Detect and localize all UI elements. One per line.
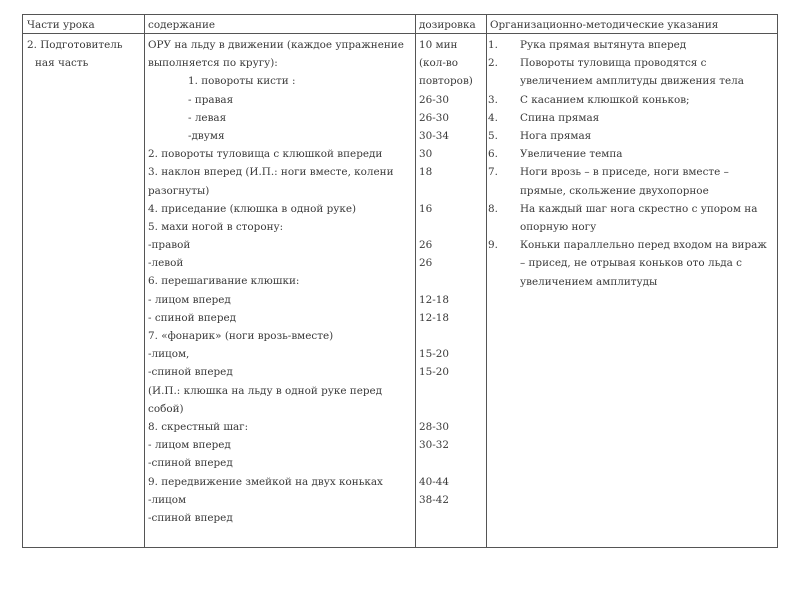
content-line: 7. «фонарик» (ноги врозь-вместе) xyxy=(148,330,334,342)
content-line: - спиной вперед xyxy=(148,311,237,324)
dosage-line xyxy=(419,327,485,345)
header-parts: Части урока xyxy=(27,19,95,31)
dosage-line xyxy=(419,182,485,200)
content-line: -лицом xyxy=(148,493,187,506)
part-line: 2. Подготовитель xyxy=(27,39,123,51)
note-text: прямые, скольжение двухопорное xyxy=(520,184,709,197)
part-line: ная часть xyxy=(35,57,89,70)
note-text: С касанием клюшкой коньков; xyxy=(520,93,690,106)
note-text: Нога прямая xyxy=(520,129,592,142)
note-text: Коньки параллельно перед входом на вираж xyxy=(520,239,767,252)
dosage-line: 12-18 xyxy=(419,293,449,306)
note-item xyxy=(488,163,776,199)
content-line: выполняется по кругу): xyxy=(148,57,278,70)
note-number: 3. xyxy=(488,93,498,106)
note-number: 8. xyxy=(488,202,498,215)
note-item xyxy=(488,236,776,291)
content-line: -лицом, xyxy=(148,348,190,361)
content-line: - левая xyxy=(188,111,227,124)
dosage-line: 15-20 xyxy=(419,366,449,379)
content-line: -двумя xyxy=(188,129,225,142)
dosage-line: 26-30 xyxy=(419,111,449,124)
column-divider xyxy=(415,15,416,547)
note-item xyxy=(488,127,776,145)
lesson-part xyxy=(27,36,143,72)
header-dosage: дозировка xyxy=(419,19,476,31)
note-item xyxy=(488,145,776,163)
content-line: -спиной вперед xyxy=(148,457,233,470)
dosage-line: 12-18 xyxy=(419,311,449,324)
dosage-line: 26 xyxy=(419,239,433,252)
content-line: ОРУ на льду в движении (каждое упражнение xyxy=(148,39,404,51)
column-divider xyxy=(144,15,145,547)
note-number: 1. xyxy=(488,39,498,51)
dosage-line xyxy=(419,454,485,472)
content-line: 9. передвижение змейкой на двух коньках xyxy=(148,475,383,488)
dosage-line xyxy=(419,218,485,236)
content-line: 1. повороты кисти : xyxy=(188,75,296,88)
note-number: 2. xyxy=(488,57,498,70)
dosage-line: 26-30 xyxy=(419,93,449,106)
note-text: увеличением амплитуды xyxy=(520,275,658,288)
column-divider xyxy=(486,15,487,547)
dosage-line: 30-32 xyxy=(419,439,449,452)
content-line: 2. повороты туловища с клюшкой впереди xyxy=(148,148,383,161)
dosage-line: 30 xyxy=(419,148,433,161)
content-line: -левой xyxy=(148,257,184,270)
content-line: -спиной вперед xyxy=(148,366,233,379)
header-notes: Организационно-методические указания xyxy=(490,19,719,31)
dosage-line: 40-44 xyxy=(419,475,449,488)
content-line: 4. приседание (клюшка в одной руке) xyxy=(148,202,357,215)
note-item xyxy=(488,54,776,90)
dosage-line xyxy=(419,382,485,400)
dosage-line xyxy=(419,272,485,290)
dosage-line: 26 xyxy=(419,257,433,270)
content-column xyxy=(148,36,413,527)
content-line: 3. наклон вперед (И.П.: ноги вместе, колени xyxy=(148,166,394,179)
note-text: Увеличение темпа xyxy=(520,148,623,161)
dosage-column xyxy=(419,36,485,509)
note-item xyxy=(488,36,776,54)
note-number: 4. xyxy=(488,111,498,124)
note-text: увеличением амплитуды движения тела xyxy=(520,75,744,88)
note-item xyxy=(488,109,776,127)
content-line: 5. махи ногой в сторону: xyxy=(148,220,284,233)
content-line: 6. перешагивание клюшки: xyxy=(148,275,300,288)
note-text: Ноги врозь – в приседе, ноги вместе – xyxy=(520,166,729,179)
dosage-line xyxy=(419,400,485,418)
note-number: 5. xyxy=(488,129,498,142)
note-item xyxy=(488,200,776,236)
dosage-line: 15-20 xyxy=(419,348,449,361)
note-text: – присед, не отрывая коньков ото льда с xyxy=(520,257,742,270)
content-line: (И.П.: клюшка на льду в одной руке перед xyxy=(148,384,383,397)
dosage-line: 30-34 xyxy=(419,129,449,142)
dosage-line: повторов) xyxy=(419,75,473,88)
dosage-line: 38-42 xyxy=(419,493,449,506)
lesson-table xyxy=(22,14,778,548)
content-line: - правая xyxy=(188,93,234,106)
content-line: - лицом вперед xyxy=(148,293,231,306)
content-line: -спиной вперед xyxy=(148,511,233,524)
dosage-line: 16 xyxy=(419,202,433,215)
note-number: 7. xyxy=(488,166,498,179)
dosage-line: 18 xyxy=(419,166,433,179)
content-line: -правой xyxy=(148,239,191,252)
note-number: 9. xyxy=(488,239,498,252)
content-line: разогнуты) xyxy=(148,184,210,197)
note-text: Рука прямая вытянута вперед xyxy=(520,39,687,51)
note-text: Повороты туловища проводятся с xyxy=(520,57,707,70)
content-line: 8. скрестный шаг: xyxy=(148,420,249,433)
note-text: опорную ногу xyxy=(520,220,597,233)
dosage-line: 10 мин xyxy=(419,39,458,51)
dosage-line: (кол-во xyxy=(419,57,459,70)
note-text: На каждый шаг нога скрестно с упором на xyxy=(520,202,758,215)
note-text: Спина прямая xyxy=(520,111,600,124)
notes-column xyxy=(488,36,776,291)
note-item xyxy=(488,91,776,109)
dosage-line: 28-30 xyxy=(419,420,449,433)
note-number: 6. xyxy=(488,148,498,161)
header-content: содержание xyxy=(148,19,216,31)
content-line: собой) xyxy=(148,402,184,415)
content-line: - лицом вперед xyxy=(148,439,231,452)
